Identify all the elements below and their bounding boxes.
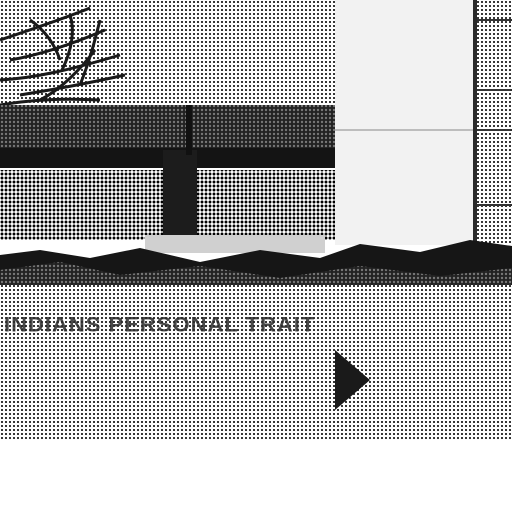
post-divider [186,105,192,155]
wall-left [0,170,163,240]
caption-text: INDIANS PERSONAL TRAIT [4,312,316,337]
right-wall [477,0,512,245]
step [145,235,325,253]
ground [0,285,512,440]
post [163,150,197,235]
paper-margin [0,440,512,512]
upper-wall [0,105,335,150]
white-column [335,0,475,245]
wall-right [197,170,335,240]
